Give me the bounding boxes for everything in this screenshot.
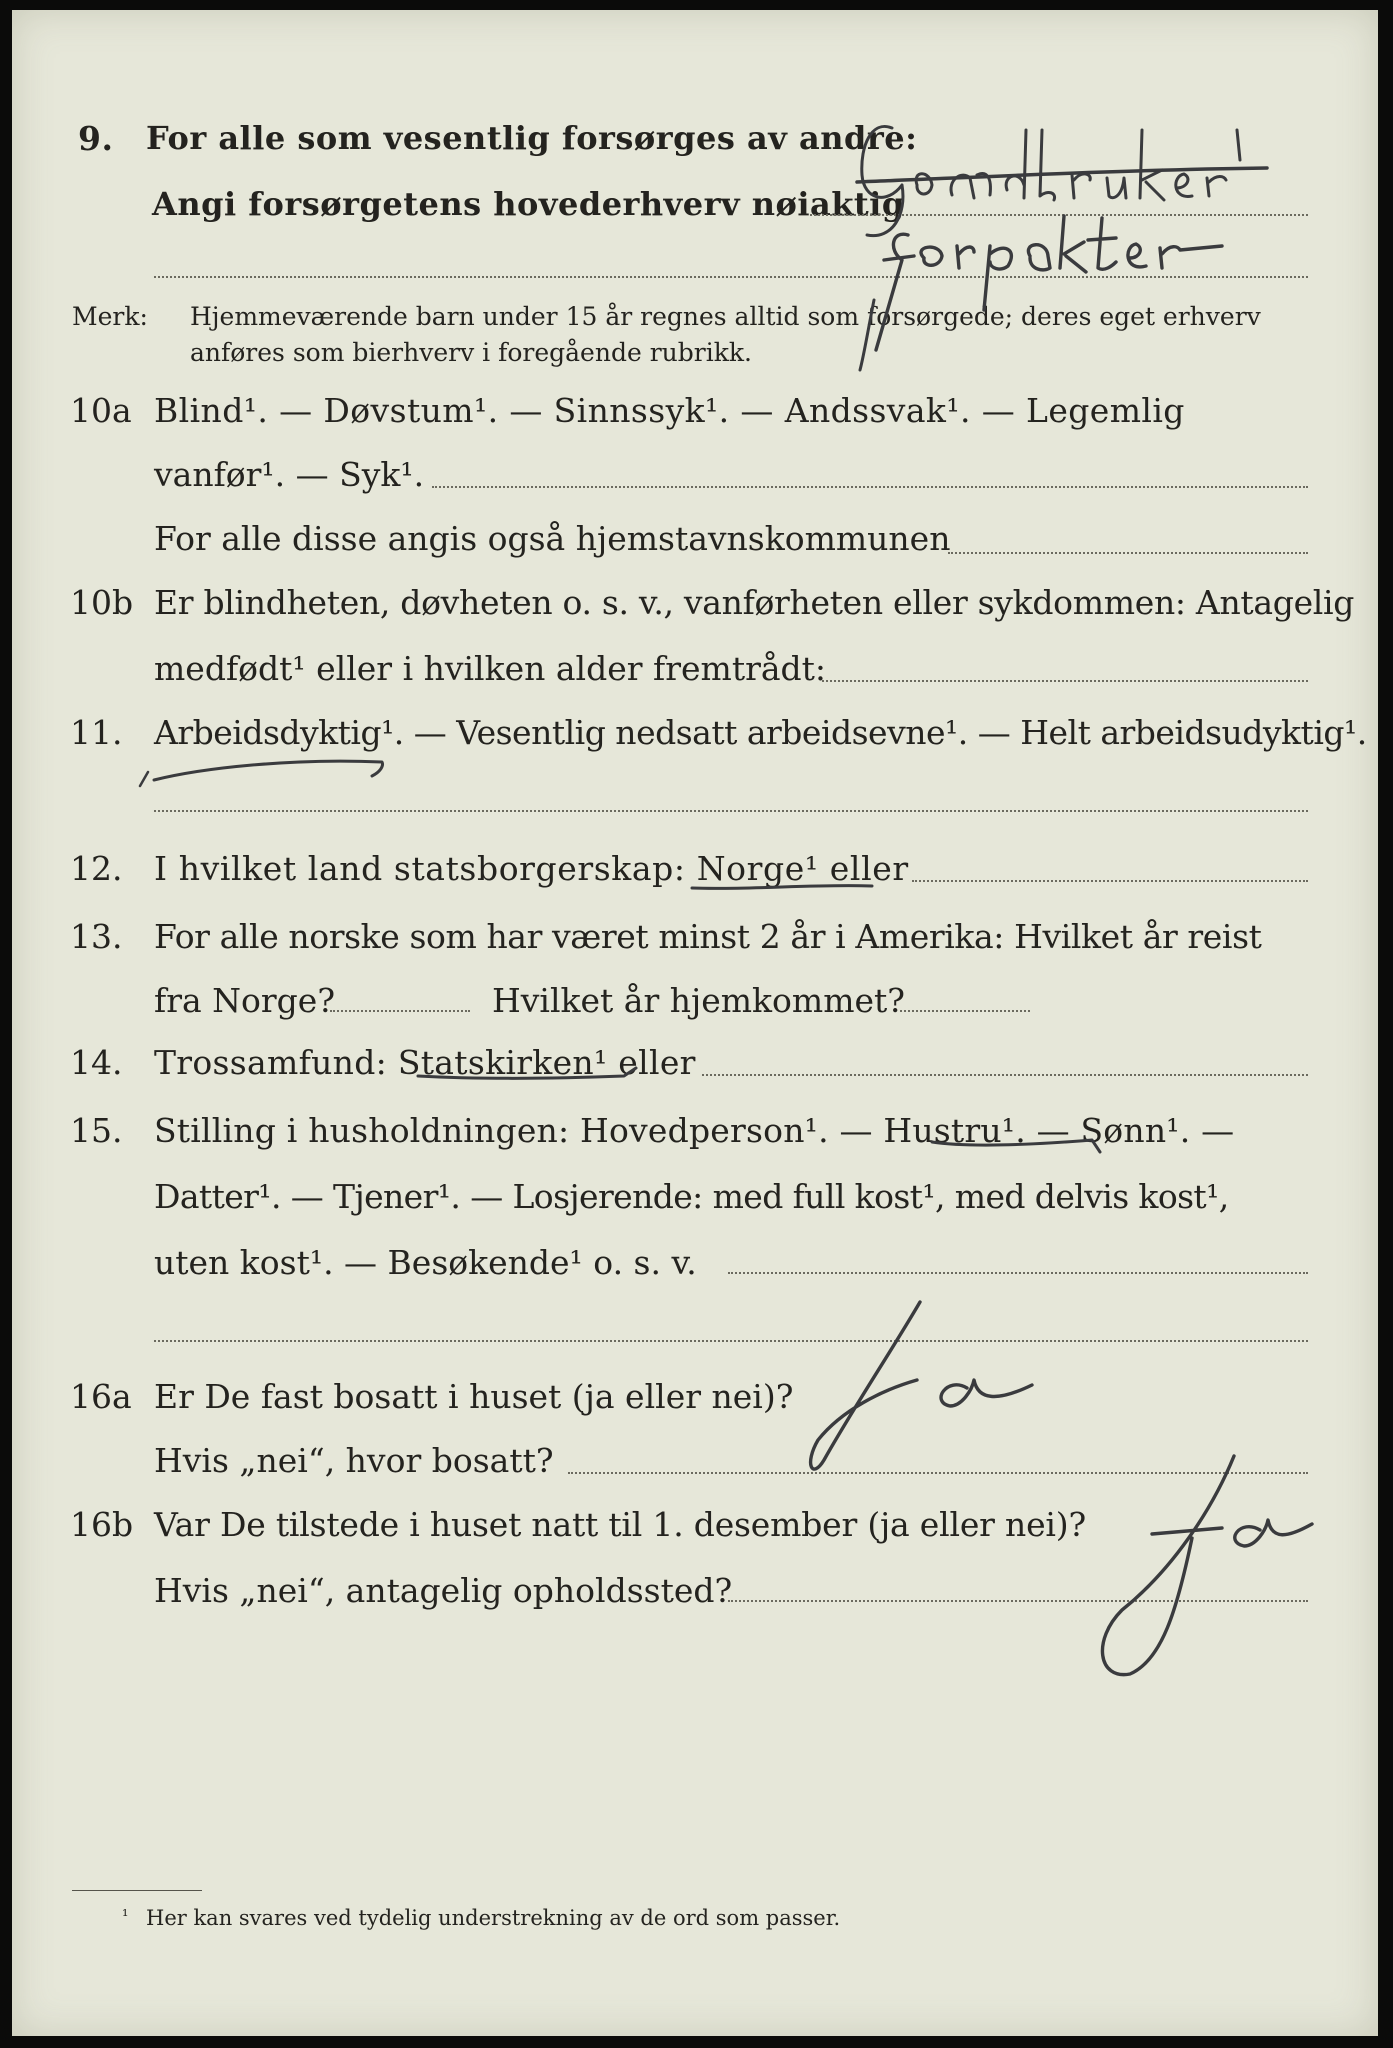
q9-struck-word — [857, 126, 1267, 235]
q11-text-line1: Arbeidsdyktig¹. — Vesentlig nedsatt arbeidsevne¹. — Helt arbeidsudyktig¹. — [154, 713, 1367, 752]
q14-number: 14. — [70, 1043, 123, 1082]
footnote-mark: ¹ — [122, 1906, 129, 1925]
q16b-text-line2: Hvis „nei“, antagelig opholdssted? — [154, 1571, 733, 1610]
footnote-text: Her kan svares ved tydelig understrekning av de ord som passer. — [146, 1906, 841, 1930]
q9-text-line2: Angi forsørgetens hovederhverv nøiaktig — [152, 185, 905, 223]
q10b-number: 10b — [70, 583, 134, 622]
q13-number: 13. — [70, 917, 123, 956]
q9-number: 9. — [78, 119, 114, 158]
q16a-number: 16a — [70, 1377, 132, 1416]
q11-number: 11. — [70, 713, 123, 752]
q11-underline-tick — [140, 772, 148, 786]
q15-text-line2: Datter¹. — Tjener¹. — Losjerende: med full kost¹, med delvis kost¹, — [154, 1177, 1229, 1216]
q10a-text-line2: vanfør¹. — Syk¹. — [154, 455, 425, 494]
q16b-answer-ja — [1102, 1456, 1312, 1675]
q14-underline-statskirken — [418, 1068, 636, 1078]
q15-text-line3: uten kost¹. — Besøkende¹ o. s. v. — [154, 1243, 697, 1282]
q10b-text-line1: Er blindheten, døvheten o. s. v., vanførheten eller sykdommen: Antagelig — [154, 583, 1355, 622]
q16b-number: 16b — [70, 1505, 134, 1544]
q9-answer-forpakter — [876, 216, 1222, 350]
q10a-text-line1: Blind¹. — Døvstum¹. — Sinnssyk¹. — Andssvak¹. — Legemlig — [154, 391, 1185, 430]
q13-text-line2a: fra Norge? — [154, 981, 336, 1020]
q12-underline-norge — [692, 886, 872, 889]
q11-underline-arbeidsdyktig — [154, 761, 383, 780]
q13-text-line2b: Hvilket år hjemkommet? — [492, 981, 905, 1020]
q10b-text-line2: medfødt¹ eller i hvilken alder fremtrådt: — [154, 649, 827, 688]
q12-number: 12. — [70, 849, 123, 888]
q12-text-line1: I hvilket land statsborgerskap: Norge¹ eller — [154, 849, 909, 888]
q9-text-line1: For alle som vesentlig forsørges av andre: — [146, 119, 918, 157]
q14-text-line1: Trossamfund: Statskirken¹ eller — [154, 1043, 696, 1082]
merk-ink-stroke — [860, 300, 874, 370]
q15-text-line1: Stilling i husholdningen: Hovedperson¹. — Hustru¹. — Sønn¹. — — [154, 1111, 1235, 1150]
q10a-number: 10a — [70, 391, 132, 430]
census-form-page — [12, 10, 1378, 2036]
merk-label: Merk: — [72, 302, 148, 331]
merk-text-line2: anføres som bierhverv i foregående rubrikk. — [190, 338, 752, 367]
q16a-text-line1: Er De fast bosatt i huset (ja eller nei)? — [154, 1377, 794, 1416]
merk-text-line1: Hjemmeværende barn under 15 år regnes alltid som forsørgede; deres eget erhverv — [190, 302, 1261, 331]
q16a-text-line2: Hvis „nei“, hvor bosatt? — [154, 1441, 554, 1480]
q10a-text-line3: For alle disse angis også hjemstavnskommunen — [154, 519, 951, 558]
q13-text-line1: For alle norske som har været minst 2 år i Amerika: Hvilket år reist — [154, 917, 1262, 956]
q16b-text-line1: Var De tilstede i huset natt til 1. desember (ja eller nei)? — [154, 1505, 1086, 1544]
handwriting-layer — [12, 10, 1378, 2036]
q15-underline-hustru — [932, 1140, 1100, 1152]
q16a-answer-ja — [811, 1302, 1032, 1469]
q15-number: 15. — [70, 1111, 123, 1150]
